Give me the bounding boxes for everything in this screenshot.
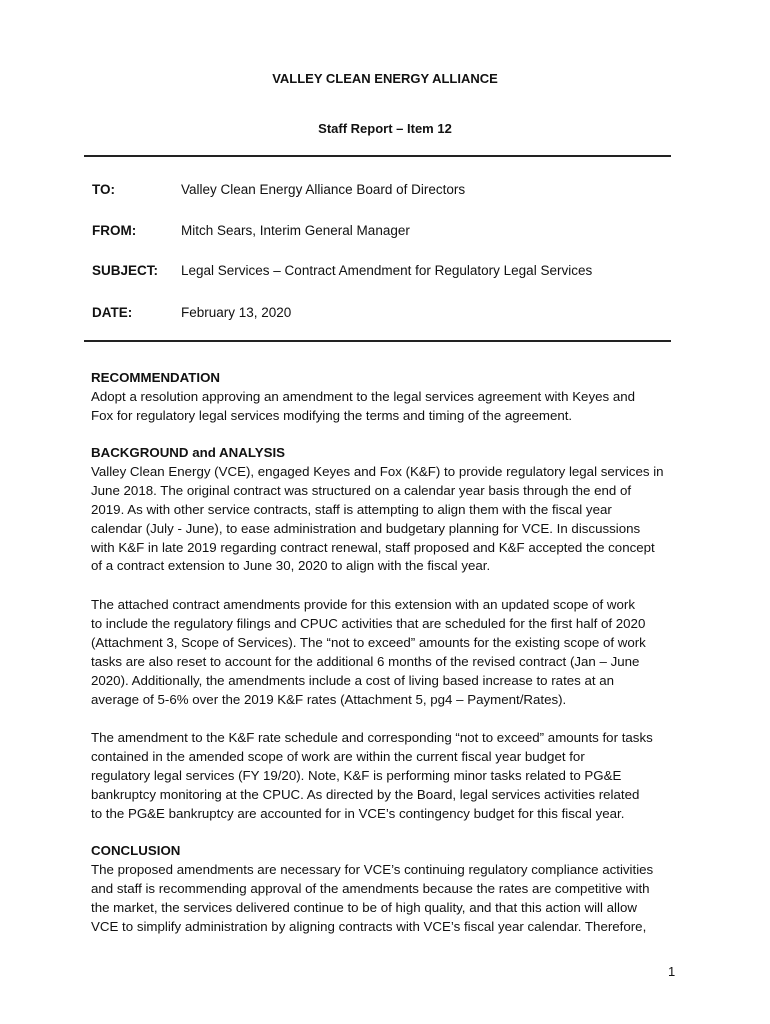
background-p2-line: 2020). Additionally, the amendments include a cost of living based increase to rates at an xyxy=(91,672,615,688)
org-title: VALLEY CLEAN ENERGY ALLIANCE xyxy=(272,71,498,86)
memo-from-label: FROM: xyxy=(92,223,137,238)
recommendation-section xyxy=(91,369,691,426)
background-p1-line: Valley Clean Energy (VCE), engaged Keyes and Fox (K&F) to provide regulatory legal services in xyxy=(91,463,664,479)
background-p1-line: calendar (July - June), to ease administration and budgetary planning for VCE. In discussions xyxy=(91,520,641,536)
background-paragraph-3 xyxy=(91,729,691,824)
conclusion-line: the market, the services delivered continue to be of high quality, and that this action will allow xyxy=(91,899,637,915)
conclusion-section xyxy=(91,842,691,937)
background-p2-line: to include the regulatory filings and CPUC activities that are scheduled for the first half of 2020 xyxy=(91,615,646,631)
conclusion-line: and staff is recommending approval of the amendments because the rates are competitive with xyxy=(91,880,650,896)
background-p1-line: of a contract extension to June 30, 2020 to align with the fiscal year. xyxy=(91,558,491,574)
background-p2-line: tasks are also reset to account for the additional 6 months of the revised contract (Jan – June xyxy=(91,653,640,669)
conclusion-line: VCE to simplify administration by aligning contracts with VCE’s fiscal year calendar. Therefore, xyxy=(91,918,647,934)
background-p3-line: contained in the amended scope of work are within the current fiscal year budget for xyxy=(91,748,585,764)
memo-to-label: TO: xyxy=(92,182,115,197)
background-paragraph-2 xyxy=(91,596,691,709)
header-rule-top xyxy=(84,155,671,157)
background-p1-line: 2019. As with other service contracts, staff is attempting to align them with the fiscal year xyxy=(91,501,612,517)
background-p2-line: The attached contract amendments provide for this extension with an updated scope of work xyxy=(91,597,636,612)
conclusion-line: The proposed amendments are necessary for VCE’s continuing regulatory compliance activities xyxy=(91,861,654,877)
page-number: 1 xyxy=(668,964,676,979)
background-p1-line: June 2018. The original contract was structured on a calendar year basis through the end of xyxy=(91,482,632,498)
background-heading: BACKGROUND and ANALYSIS xyxy=(91,445,286,460)
header-rule-bottom xyxy=(84,340,671,342)
memo-to-value: Valley Clean Energy Alliance Board of Directors xyxy=(181,182,466,197)
recommendation-line: Fox for regulatory legal services modifying the terms and timing of the agreement. xyxy=(91,407,573,423)
background-p2-line: (Attachment 3, Scope of Services). The “not to exceed” amounts for the existing scope of work xyxy=(91,634,646,650)
background-p2-line: average of 5-6% over the 2019 K&F rates (Attachment 5, pg4 – Payment/Rates). xyxy=(91,691,567,707)
background-p3-line: bankruptcy monitoring at the CPUC. As directed by the Board, legal services activities related xyxy=(91,786,640,802)
background-p3-line: regulatory legal services (FY 19/20). Note, K&F is performing minor tasks related to PG&E xyxy=(91,767,622,783)
background-section xyxy=(91,444,691,576)
memo-subject-value: Legal Services – Contract Amendment for Regulatory Legal Services xyxy=(181,263,593,278)
memo-from-value: Mitch Sears, Interim General Manager xyxy=(181,223,410,238)
report-title: Staff Report – Item 12 xyxy=(318,121,452,136)
memo-date-label: DATE: xyxy=(92,305,133,320)
memo-subject-label: SUBJECT: xyxy=(92,263,159,278)
background-p3-line: The amendment to the K&F rate schedule and corresponding “not to exceed” amounts for tasks xyxy=(91,730,653,745)
recommendation-heading: RECOMMENDATION xyxy=(91,370,221,385)
background-p1-line: with K&F in late 2019 regarding contract renewal, staff proposed and K&F accepted the concept xyxy=(91,539,655,555)
memo-date-value: February 13, 2020 xyxy=(181,305,292,320)
recommendation-line: Adopt a resolution approving an amendment to the legal services agreement with Keyes and xyxy=(91,388,636,404)
conclusion-heading: CONCLUSION xyxy=(91,843,181,858)
background-p3-line: to the PG&E bankruptcy are accounted for in VCE’s contingency budget for this fiscal year. xyxy=(91,805,625,821)
